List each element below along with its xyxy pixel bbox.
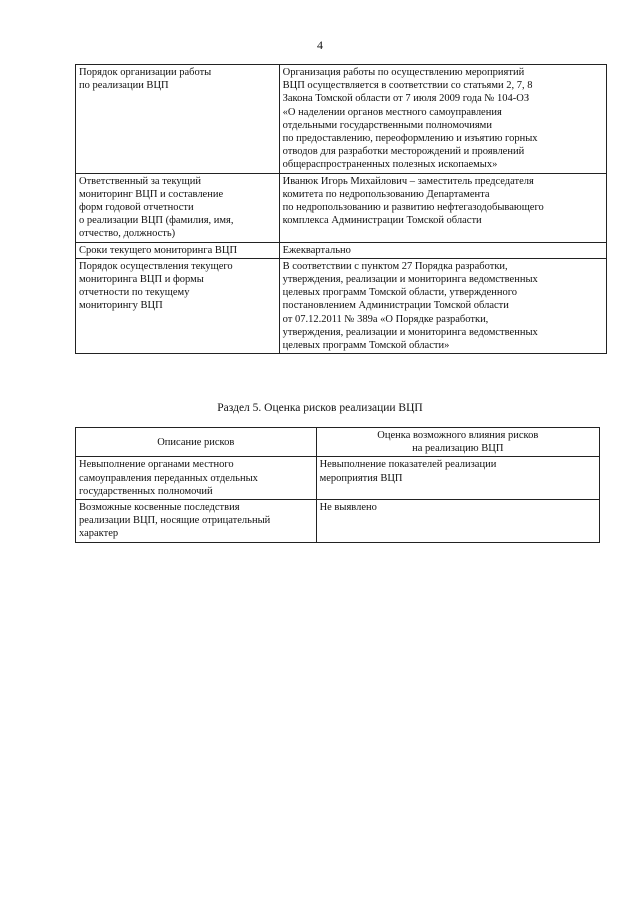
row-label: Порядок организации работы по реализации ВЦП (76, 65, 280, 174)
section-title: Раздел 5. Оценка рисков реализации ВЦП (217, 402, 423, 414)
column-header-risks: Описание рисков (76, 428, 317, 457)
row-label: Сроки текущего мониторинга ВЦП (76, 242, 280, 258)
column-header-impact: Оценка возможного влияния рисков на реализацию ВЦП (316, 428, 599, 457)
page-number: 4 (317, 38, 323, 52)
risk-impact: Невыполнение показателей реализации мероприятия ВЦП (316, 457, 599, 500)
table-row (76, 258, 607, 353)
row-label: Порядок осуществления текущего мониторинга ВЦП и формы отчетности по текущему мониторингу ВЦП (76, 258, 280, 353)
table-row (76, 65, 607, 174)
risk-description: Возможные косвенные последствия реализации ВЦП, носящие отрицательный характер (76, 500, 317, 543)
program-info-table (75, 64, 607, 354)
risk-assessment-table (75, 427, 600, 543)
table-row (76, 457, 600, 500)
row-value: В соответствии с пунктом 27 Порядка разработки, утверждения, реализации и мониторинга ведомственных целевых программ Томской области, утвержденного постановлением Администрации Томской области от 07.12.2011 № 389а «О Порядке разработки, утверждения, реализации и мониторинга ведомственных целевых программ Томской области» (279, 258, 606, 353)
table-header-row (76, 428, 600, 457)
row-label: Ответственный за текущий мониторинг ВЦП и составление форм годовой отчетности о реализации ВЦП (фамилия, имя, отчество, должность) (76, 173, 280, 242)
row-value: Иванюк Игорь Михайлович – заместитель председателя комитета по недропользованию Департамента по недропользованию и развитию нефтегазодобывающего комплекса Администрации Томской области (279, 173, 606, 242)
risk-description: Невыполнение органами местного самоуправления переданных отдельных государственных полномочий (76, 457, 317, 500)
row-value: Ежеквартально (279, 242, 606, 258)
risk-impact: Не выявлено (316, 500, 599, 543)
table-row (76, 500, 600, 543)
table-row (76, 242, 607, 258)
row-value: Организация работы по осуществлению мероприятий ВЦП осуществляется в соответствии со статьями 2, 7, 8 Закона Томской области от 7 июля 2009 года № 104-ОЗ «О наделении органов местного самоуправления отдельными государственными полномочиями по предоставлению, переоформлению и изъятию горных отводов для разработки месторождений и проявлений общераспространенных полезных ископаемых» (279, 65, 606, 174)
table-row (76, 173, 607, 242)
